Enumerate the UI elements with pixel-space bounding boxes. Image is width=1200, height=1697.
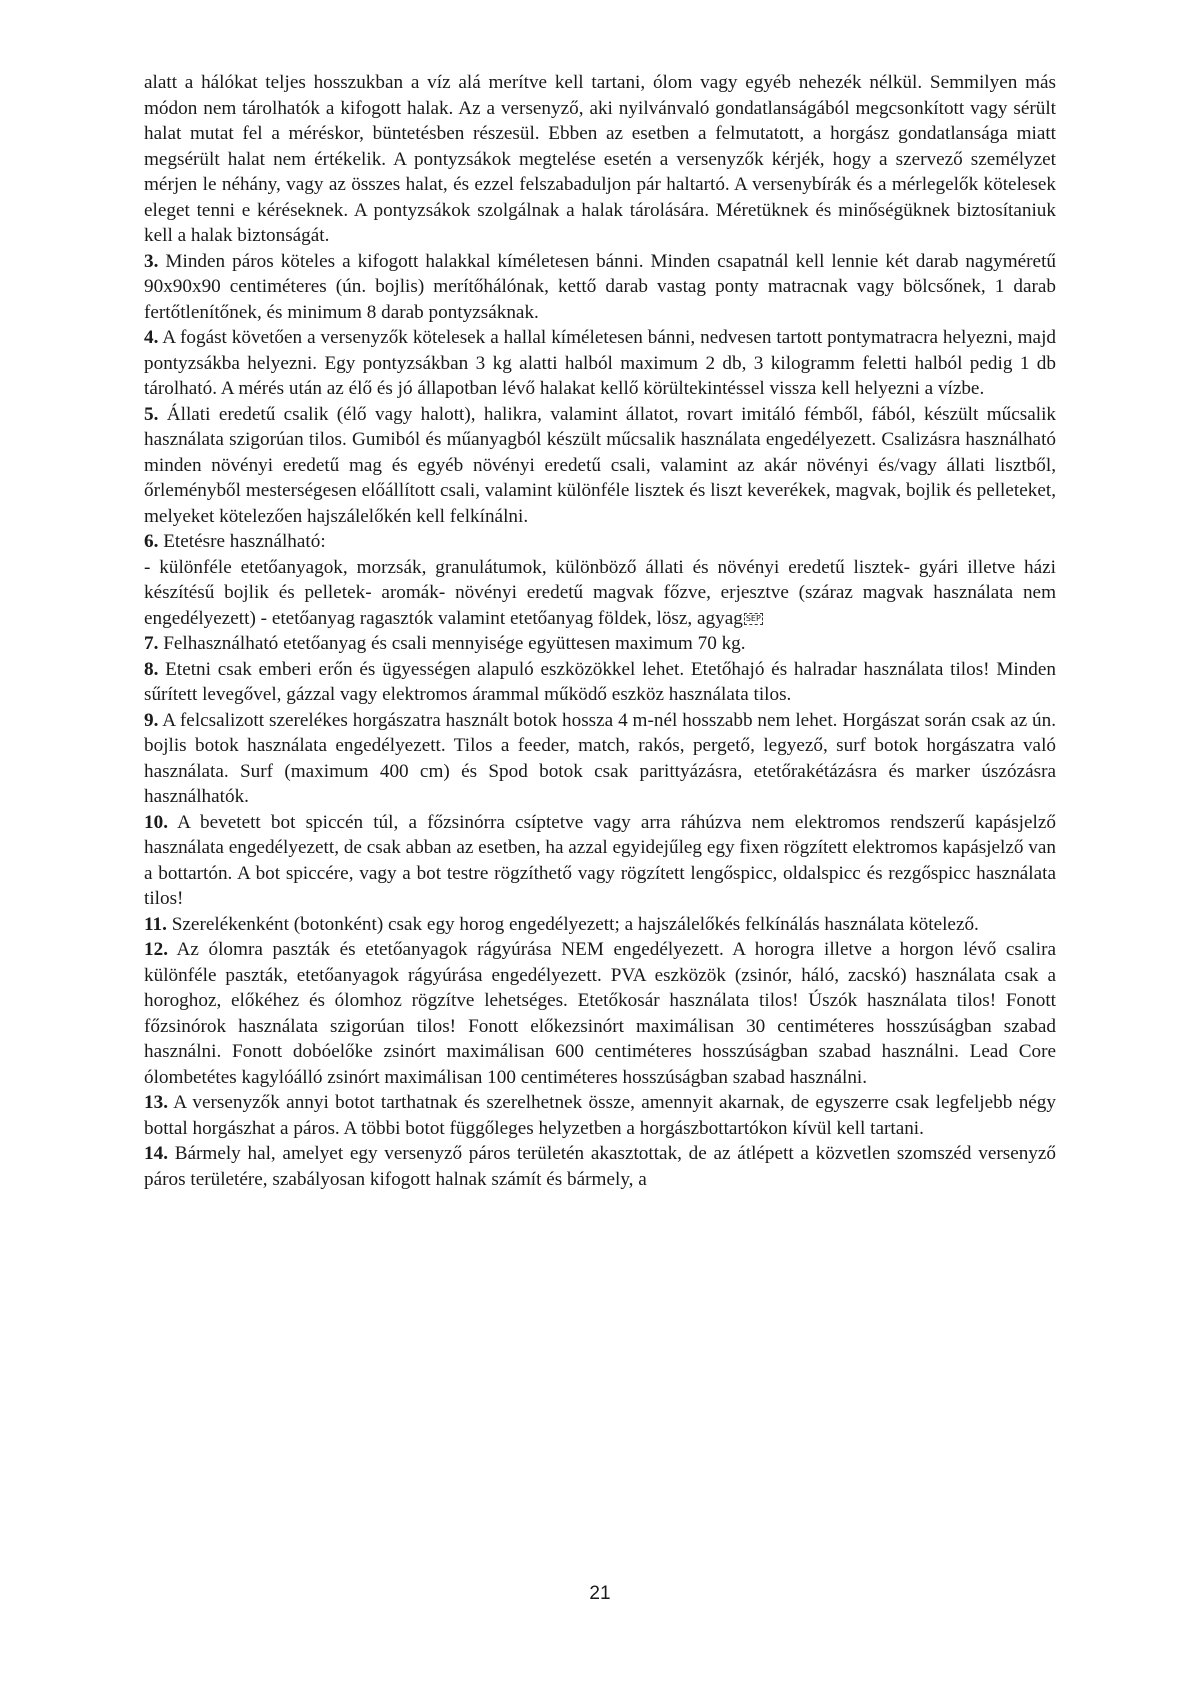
rule-number: 7. [144,633,159,654]
paragraph-text: Az ólomra paszták és etetőanyagok rágyúrása NEM engedélyezett. A horogra illetve a horgon lévő csalira különféle paszták, etetőanyagok rágyúrása engedélyezett. PVA eszközök (zsinór, háló, zacskó) használata csak a horoghoz, előkéhez és ólomhoz rögzítve lehetséges. Etetőkosár használata tilos! Úszók használata tilos! Fonott főzsinórok használata szigorúan tilos! Fonott előkezsinórt maximálisan 30 centiméteres hosszúságban szabad használni. Fonott dobóelőke zsinórt maximálisan 600 centiméteres hosszúságban szabad használni. Lead Core ólombetétes kagylóálló zsinórt maximálisan 100 centiméteres hosszúságban szabad használni. [144,939,1056,1088]
paragraph-rule-4 [144,325,1056,402]
paragraph-text: Etetésre használható: [163,531,326,552]
rule-number: 8. [144,658,159,680]
paragraph-text: - különféle etetőanyagok, morzsák, granulátumok, különböző állati és növényi eredetű lisztek- gyári illetve házi készítésű bojlik és pelletek- aromák- növényi eredetű magvak főzve, erjesztve (száraz magvak használata nem engedélyezett) - etetőanyag ragasztók valamint etetőanyag földek, lösz, agyag [144,556,1056,629]
rule-number: 6. [144,531,159,552]
paragraph-rule-6 [144,529,1056,555]
paragraph-text: Állati eredetű csalik (élő vagy halott), halikra, valamint állatot, rovart imitáló fémből, fából, készült műcsalik használata szigorúan tilos. Gumiból és műanyagból készült műcsalik használata engedélyezett. Csalizásra használható minden növényi eredetű mag és egyéb növényi eredetű csali, valamint az akár növényi és/vagy állati lisztből, őrleményből mesterségesen előállított csali, valamint különféle lisztek és liszt keverékek, magvak, bojlik és pelleteket, melyeket kötelezően hajszálelőkén kell felkínálni. [144,403,1056,527]
paragraph-rule-5 [144,402,1056,530]
paragraph-rule-13 [144,1090,1056,1141]
paragraph-rule-8 [144,657,1056,708]
paragraph-feed-list [144,555,1056,632]
rule-number: 9. [144,709,159,731]
page-number: 21 [589,1583,611,1604]
paragraph-rule-3 [144,249,1056,326]
body-text [144,70,1056,1192]
paragraph-rule-14 [144,1141,1056,1192]
paragraph-rule-7 [144,631,1056,657]
paragraph-text: A felcsalizott szerelékes horgászatra használt botok hossza 4 m-nél hosszabb nem lehet. Horgászat során csak az ún. bojlis botok használata engedélyezett. Tilos a feeder, match, rakós, pergető, legyező, surf botok horgászatra való használata. Surf (maximum 400 cm) és Spod botok csak parittyázásra, etetőrakétázásra és marker úszózásra használhatók. [144,709,1056,807]
rule-number: 13. [144,1092,168,1113]
paragraph-rule-9 [144,708,1056,810]
rule-number: 4. [144,327,159,348]
paragraph-rule-10 [144,810,1056,912]
paragraph-text: Bármely hal, amelyet egy versenyző páros területén akasztottak, de az átlépett a közvetlen szomszéd versenyző páros területére, szabályosan kifogott halnak számít és bármely, a [144,1143,1057,1190]
rule-number: 12. [144,939,168,960]
rule-number: 11. [144,913,167,935]
paragraph-text: A versenyzők annyi botot tarthatnak és szerelhetnek össze, amennyit akarnak, de egyszerre csak legfeljebb négy bottal horgászhat a páros. A többi botot függőleges helyzetben a horgászbottartókon kívül kell tartani. [144,1092,1056,1139]
sep-marker: SEP [745,614,761,624]
paragraph-text: alatt a hálókat teljes hosszukban a víz alá merítve kell tartani, ólom vagy egyéb nehezék nélkül. Semmilyen más módon nem tárolhatók a kifogott halak. Az a versenyző, aki nyilvánvaló gondatlanságából megcsonkított vagy sérült halat mutat fel a méréskor, büntetésben részesül. Ebben az esetben a felmutatott, a horgász gondatlansága miatt megsérült halat nem értékelik. A pontyzsákok megtelése esetén a versenyzők kérjék, hogy a szervező személyzet mérjen le néhány, vagy az összes halat, és ezzel felszabaduljon pár haltartó. A versenybírák és a mérlegelők kötelesek eleget tenni e kéréseknek. A pontyzsákok szolgálnak a halak tárolására. Méretüknek és minőségüknek biztosítaniuk kell a halak biztonságát. [144,72,1056,246]
rule-number: 5. [144,403,159,425]
paragraph-text: Felhasználható etetőanyag és csali mennyisége együttesen maximum 70 kg. [163,633,746,654]
paragraph-text: Etetni csak emberi erőn és ügyességen alapuló eszközökkel lehet. Etetőhajó és halradar használata tilos! Minden sűrített levegővel, gázzal vagy elektromos árammal működő eszköz használata tilos. [144,658,1057,705]
paragraph-text: Minden páros köteles a kifogott halakkal kíméletesen bánni. Minden csapatnál kell lennie két darab nagyméretű 90x90x90 centiméteres (ún. bojlis) merítőhálónak, kettő darab vastag ponty matracnak vagy bölcsőnek, 1 darab fertőtlenítőnek, és minimum 8 darab pontyzsáknak. [144,250,1056,323]
paragraph-text: A fogást követően a versenyzők kötelesek a hallal kíméletesen bánni, nedvesen tartott pontymatracra helyezni, majd pontyzsákba helyezni. Egy pontyzsákban 3 kg alatti halból maximum 2 db, 3 kilogramm feletti halból pedig 1 db tárolható. A mérés után az élő és jó állapotban lévő halakat kellő körültekintéssel vissza kell helyezni a vízbe. [144,327,1056,399]
paragraph-rule-11 [144,912,1056,938]
paragraph-continuation [144,70,1056,249]
paragraph-text: A bevetett bot spiccén túl, a főzsinórra csíptetve vagy arra ráhúzva nem elektromos rendszerű kapásjelző használata engedélyezett, de csak abban az esetben, ha azzal egyidejűleg egy fixen rögzített elektromos kapásjelző van a bottartón. A bot spiccére, vagy a bot testre rögzíthető vagy rögzített lengőspicc, oldalspicc és rezgőspicc használata tilos! [144,811,1056,909]
paragraph-text: Szerelékenként (botonként) csak egy horog engedélyezett; a hajszálelőkés felkínálás használata kötelező. [171,913,979,935]
paragraph-rule-12 [144,937,1056,1090]
rule-number: 14. [144,1143,168,1164]
rule-number: 3. [144,250,159,272]
rule-number: 10. [144,811,168,833]
